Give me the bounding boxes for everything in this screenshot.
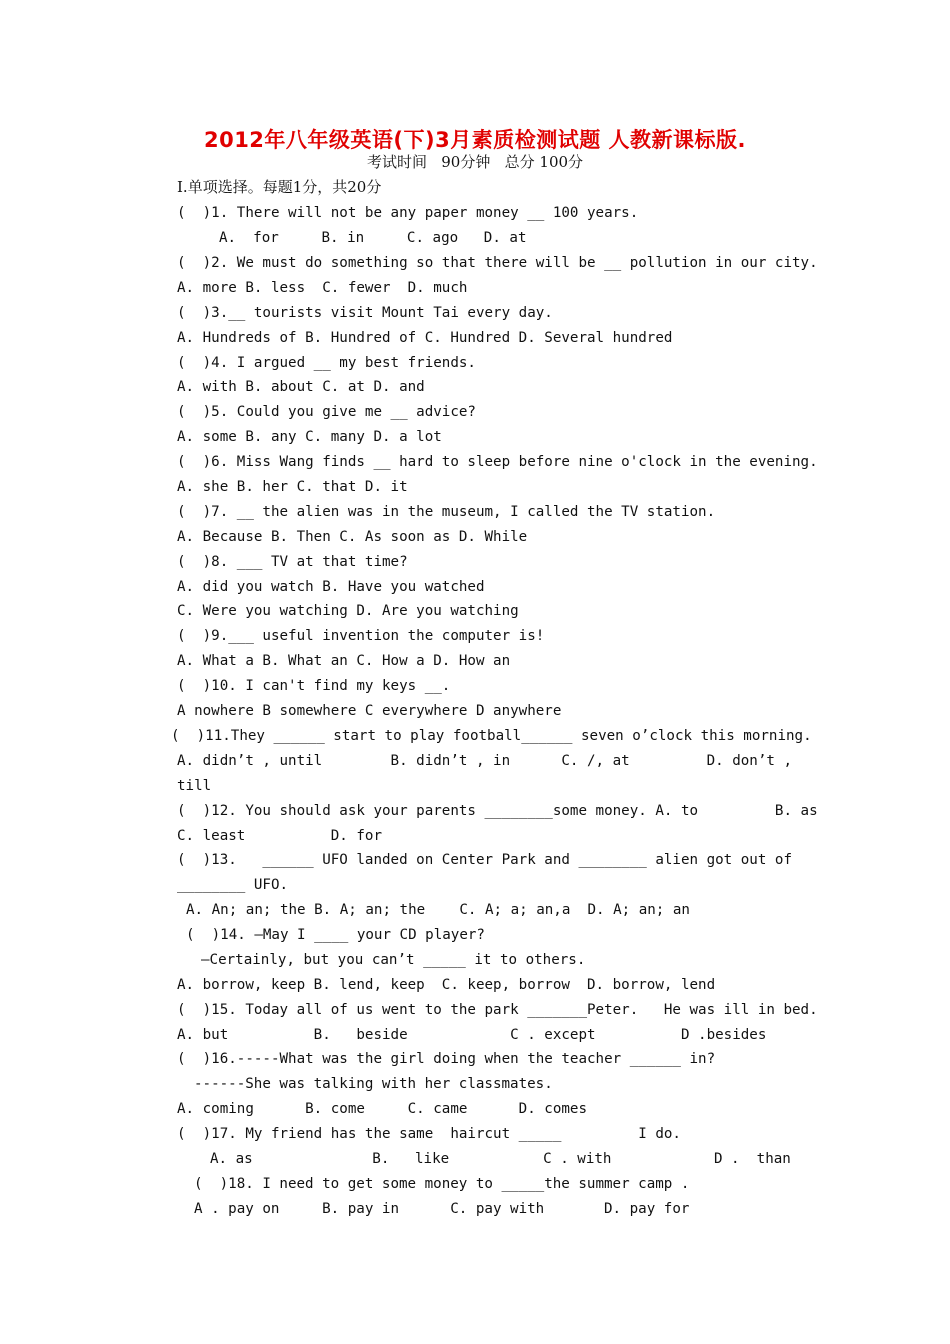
question-line: ( )6. Miss Wang finds __ hard to sleep before nine o'clock in the evening. — [177, 454, 818, 470]
options-line: A. for B. in C. ago D. at — [219, 230, 527, 246]
options-line: A. Hundreds of B. Hundred of C. Hundred D. Several hundred — [177, 330, 673, 346]
question-line: ( )16.-----What was the girl doing when the teacher ______ in? — [177, 1051, 716, 1067]
options-line: A. Because B. Then C. As soon as D. While — [177, 529, 528, 545]
question-line: ( )7. __ the alien was in the museum, I called the TV station. — [177, 504, 716, 520]
question-line: —Certainly, but you can’t _____ it to others. — [201, 952, 586, 968]
options-line: A. didn’t , until B. didn’t , in C. /, at D. don’t , — [177, 753, 792, 769]
options-line: A. did you watch B. Have you watched — [177, 579, 485, 595]
options-line: A. more B. less C. fewer D. much — [177, 280, 468, 296]
question-line: ( )15. Today all of us went to the park _______Peter. He was ill in bed. — [177, 1002, 818, 1018]
options-line: A. An; an; the B. A; an; the C. A; a; an,a D. A; an; an — [186, 902, 690, 918]
document-title: 2012年八年级英语(下)3月素质检测试题 人教新课标版. — [203, 128, 747, 152]
options-line: A. as B. like C . with D . than — [210, 1151, 791, 1167]
question-line: ( )8. ___ TV at that time? — [177, 554, 408, 570]
question-line: ( )5. Could you give me __ advice? — [177, 404, 476, 420]
question-line: ( )4. I argued __ my best friends. — [177, 355, 476, 371]
exam-info: 考试时间 90分钟 总分 100分 — [366, 153, 584, 171]
options-line: A. borrow, keep B. lend, keep C. keep, borrow D. borrow, lend — [177, 977, 716, 993]
question-line: ( )2. We must do something so that there will be __ pollution in our city. — [177, 255, 818, 271]
question-line: ( )18. I need to get some money to _____the summer camp . — [194, 1176, 690, 1192]
options-line: A . pay on B. pay in C. pay with D. pay for — [194, 1201, 690, 1217]
options-line: A. coming B. come C. came D. comes — [177, 1101, 587, 1117]
question-line: ( )14. —May I ____ your CD player? — [186, 927, 485, 943]
question-line: ( )17. My friend has the same haircut _____ I do. — [177, 1126, 681, 1142]
options-line: till — [177, 778, 212, 794]
question-line: ( )12. You should ask your parents ________some money. A. to B. as — [177, 803, 818, 819]
options-line: A. What a B. What an C. How a D. How an — [177, 653, 511, 669]
question-line: ------She was talking with her classmates. — [194, 1076, 553, 1092]
options-line: A. with B. about C. at D. and — [177, 379, 425, 395]
options-line: C. least D. for — [177, 828, 382, 844]
options-line: C. Were you watching D. Are you watching — [177, 603, 519, 619]
question-line: ( )9.___ useful invention the computer is! — [177, 628, 545, 644]
options-line: A nowhere B somewhere C everywhere D anywhere — [177, 703, 562, 719]
options-line: A. some B. any C. many D. a lot — [177, 429, 442, 445]
question-line: ( )13. ______ UFO landed on Center Park and ________ alien got out of — [177, 852, 792, 868]
question-line: ( )11.They ______ start to play football______ seven o’clock this morning. — [171, 728, 812, 744]
question-line: ( )3.__ tourists visit Mount Tai every day. — [177, 305, 553, 321]
options-line: A. but B. beside C . except D .besides — [177, 1027, 767, 1043]
section-heading: I.单项选择。每题1分，共20分 — [177, 178, 382, 196]
question-line: ( )10. I can't find my keys __. — [177, 678, 451, 694]
options-line: A. she B. her C. that D. it — [177, 479, 408, 495]
question-line: ( )1. There will not be any paper money __ 100 years. — [177, 205, 639, 221]
question-line: ________ UFO. — [177, 877, 289, 893]
